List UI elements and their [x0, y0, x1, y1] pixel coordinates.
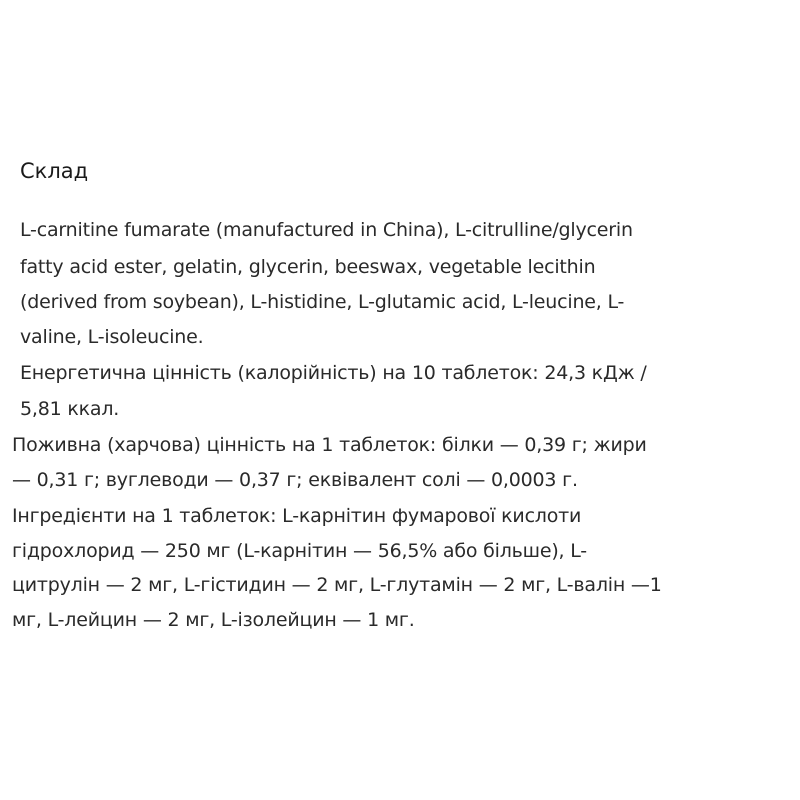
- ingredients-per-tablet-line: Інгредієнти на 1 таблеток: L-карнітин фумарової кислоти: [12, 505, 582, 527]
- energy-value-line: Енергетична цінність (калорійність) на 10 таблеток: 24,3 кДж /: [20, 362, 647, 384]
- nutrition-value-line: — 0,31 г; вуглеводи — 0,37 г; еквівалент солі — 0,0003 г.: [12, 469, 578, 491]
- ingredients-per-tablet-line: мг, L-лейцин — 2 мг, L-ізолейцин — 1 мг.: [12, 609, 415, 631]
- ingredients-line: valine, L-isoleucine.: [20, 326, 204, 348]
- ingredients-line: L-carnitine fumarate (manufactured in China), L-citrulline/glycerin: [20, 219, 633, 241]
- section-title: Склад: [20, 159, 89, 183]
- nutrition-value-line: Поживна (харчова) цінність на 1 таблеток: білки — 0,39 г; жири: [12, 434, 647, 456]
- ingredients-line: (derived from soybean), L-histidine, L-glutamic acid, L-leucine, L-: [20, 291, 625, 313]
- ingredients-per-tablet-line: гідрохлорид — 250 мг (L-карнітин — 56,5% або більше), L-: [12, 540, 587, 562]
- ingredients-per-tablet-line: цитрулін — 2 мг, L-гістидин — 2 мг, L-глутамін — 2 мг, L-валін —1: [12, 574, 662, 596]
- ingredients-line: fatty acid ester, gelatin, glycerin, beeswax, vegetable lecithin: [20, 256, 596, 278]
- energy-value-line: 5,81 ккал.: [20, 398, 120, 420]
